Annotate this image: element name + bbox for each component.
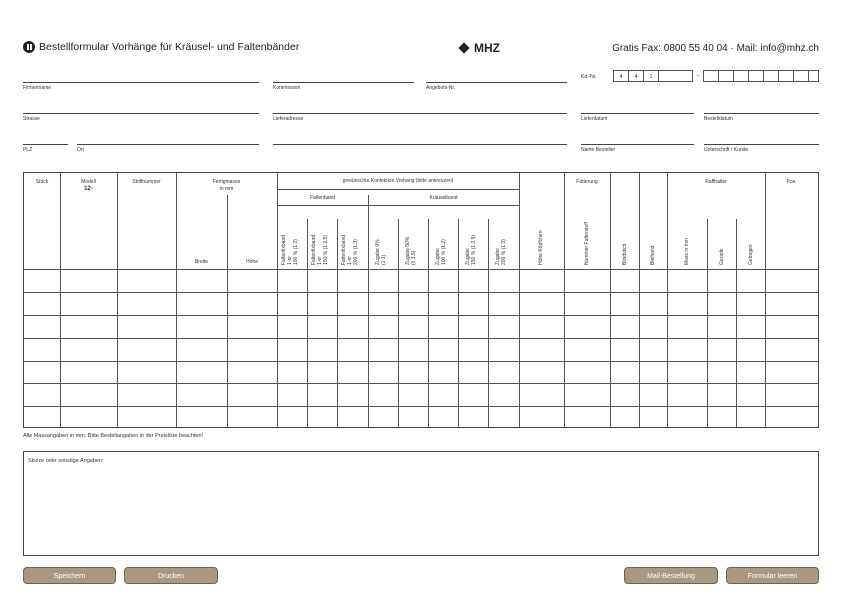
col-bleiband: Bleiband (650, 245, 656, 265)
col-faltenband: Faltenband (309, 195, 336, 201)
kd-digit-4[interactable] (658, 70, 693, 82)
kommission-label: Kommission (273, 85, 301, 91)
col-raffhalter: Raffhalter (705, 179, 727, 185)
col-kraeuselband: Kräuselband (429, 195, 458, 201)
col-faltenfix-100: Faltenfixband 1-er 100 % (1:2) (281, 234, 299, 265)
lieferadresse-field[interactable] (273, 113, 567, 114)
sketch-label: Skizze oder sonstige Angaben: (28, 458, 104, 464)
save-button[interactable]: Speichern (23, 567, 116, 584)
modell-prefix: 12- (84, 186, 93, 192)
clear-form-button[interactable]: Formular leeren (726, 567, 819, 584)
kd-box-11[interactable] (793, 70, 808, 82)
brand-logo-text: MHZ (474, 41, 500, 55)
kd-box-10[interactable] (778, 70, 793, 82)
kd-box-7[interactable] (733, 70, 748, 82)
col-fertigmasse: Fertigmasse (212, 179, 241, 185)
ort-field[interactable] (77, 144, 259, 145)
col-gebogen: Gebogen (748, 244, 754, 265)
col-fuetterung: Fütterung (576, 179, 598, 185)
plz-label: PLZ (23, 147, 33, 153)
brand-logo (460, 41, 500, 55)
kommission-field[interactable] (273, 82, 414, 83)
name-besteller-field[interactable] (581, 144, 694, 145)
unterschrift-label: Unterschrift / Kunde (704, 147, 749, 153)
lieferdatum-field[interactable] (581, 113, 694, 114)
kd-box-8[interactable] (748, 70, 763, 82)
col-stueck: Stück (35, 179, 49, 185)
order-table (23, 172, 819, 428)
col-mass-in-mm: Mass in mm (684, 238, 690, 265)
kd-dash: - (697, 73, 699, 79)
col-hoehe: Höhe (246, 259, 258, 265)
firmenname-label: Firmenname (23, 85, 52, 91)
footnote: Alle Massangaben in mm. Bitte Bestellangaben in der Preisliste beachten! (23, 433, 204, 439)
name-besteller-label: Name Besteller (581, 147, 616, 153)
col-zugabe-100: Zugabe 100 % (1:2) (435, 239, 447, 265)
ort-label: Ort (77, 147, 84, 153)
kd-label: Kd.-Nr. (581, 74, 597, 80)
col-faltenfix-150: Faltenfixband 1-er 150 % (1:2.5) (311, 234, 329, 265)
col-modell: Modell (81, 179, 96, 185)
col-zugabe-200: Zugabe 200 % (1:3) (495, 239, 507, 265)
mail-order-button[interactable]: Mail-Bestellung (624, 567, 718, 584)
col-breite: Breite (194, 259, 209, 265)
lieferdatum-label: Lieferdatum (581, 116, 608, 122)
kd-digit-2[interactable]: 4 (628, 70, 643, 82)
bestelldatum-label: Bestelldatum (704, 116, 733, 122)
col-stoffnummer: Stoffnummer (132, 179, 161, 185)
strasse-label: Strasse (23, 116, 40, 122)
sketch-area[interactable] (23, 451, 819, 556)
firmenname-field[interactable] (23, 82, 259, 83)
unterschrift-field[interactable] (704, 144, 819, 145)
plz-field[interactable] (23, 144, 68, 145)
lieferadresse-line-2[interactable] (273, 144, 567, 145)
bestelldatum-field[interactable] (704, 113, 819, 114)
strasse-field[interactable] (23, 113, 259, 114)
lieferadresse-label: Lieferadresse (273, 116, 304, 122)
col-blindstich: Blindstich (622, 243, 628, 265)
col-pos: Pos. (786, 179, 797, 185)
kd-box-12[interactable] (808, 70, 819, 82)
info-icon (23, 41, 35, 53)
kd-box-9[interactable] (763, 70, 778, 82)
kd-box-5[interactable] (703, 70, 718, 82)
col-zugabe-0: Zugabe 0% (1:1) (375, 239, 387, 265)
angebot-label: Angebots-Nr. (426, 85, 456, 91)
col-zugabe-150: Zugabe 150 % (1:2.5) (465, 234, 477, 265)
col-konfektion: gewünschte Konfektion Vorhang (bitte ankreuzen) (342, 178, 454, 184)
page-title-text: Bestellformular Vorhänge für Kräusel- und Faltenbänder (39, 41, 300, 53)
contact-info: Gratis Fax: 0800 55 40 04 · Mail: info@mhz.ch (612, 43, 819, 54)
kd-digit-3[interactable]: 1 (643, 70, 658, 82)
kd-box-6[interactable] (718, 70, 733, 82)
diamond-icon (458, 42, 469, 53)
page-title (23, 41, 299, 53)
col-fertigmasse-unit: in mm (219, 186, 234, 192)
col-faltenfix-200: Faltenfixband 1-er 200 % (1:3) (341, 234, 359, 265)
col-zugabe-50: Zugabe 50% (1:1.5) (405, 236, 417, 265)
col-nummer-futterstoff: Nummer Futterstoff (584, 222, 590, 265)
col-gerade: Gerade (719, 248, 725, 265)
kd-digit-1[interactable]: 4 (613, 70, 628, 82)
angebot-field[interactable] (426, 82, 567, 83)
col-hoehe-koepfchen: Höhe Köpfchen (538, 230, 544, 265)
print-button[interactable]: Drucken (124, 567, 218, 584)
